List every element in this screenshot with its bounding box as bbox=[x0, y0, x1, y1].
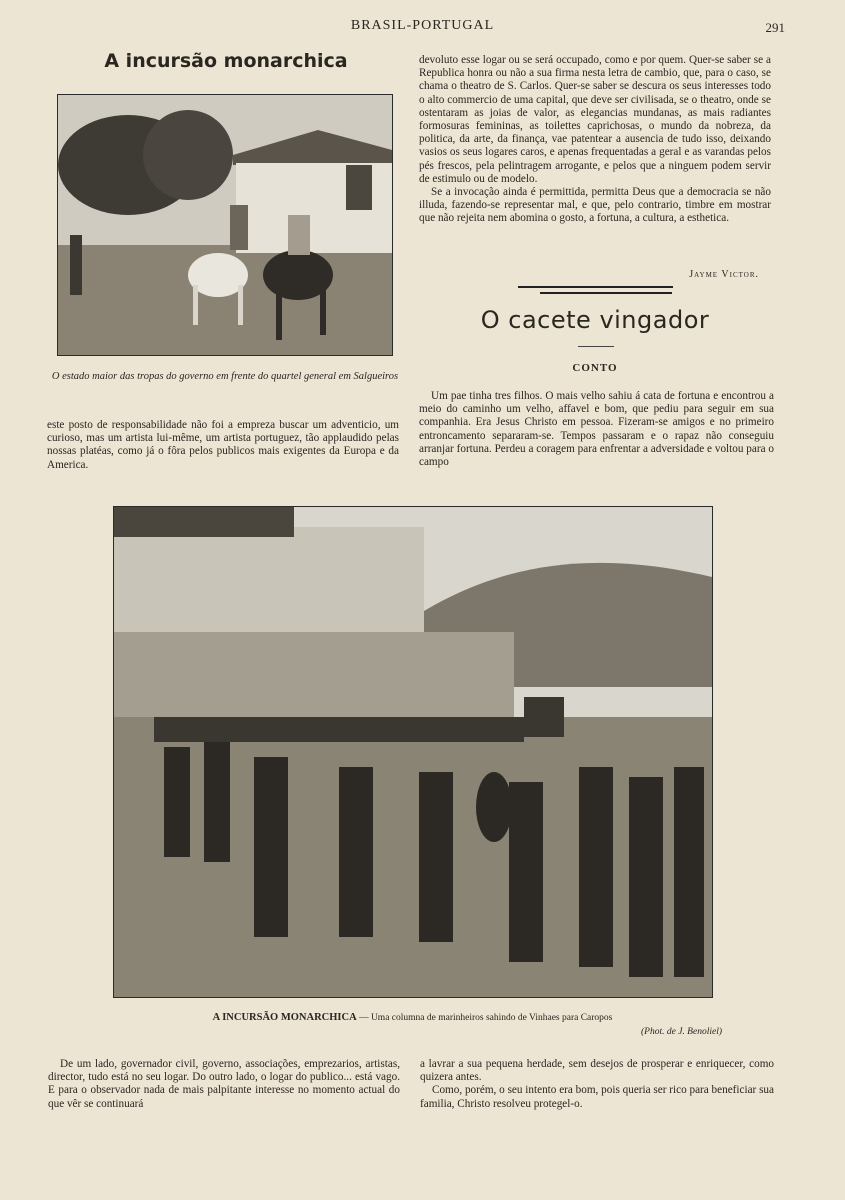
page-number: 291 bbox=[765, 20, 785, 35]
article-paragraph: devoluto esse logar ou se será occupado, como e por quem. Quer-se saber se a Republica honra ou não a sua firma nesta letra de cambio, que, para o caso, se chama o theatro de S. Carlos. Quer-se saber se descura os seus interesses todo o alto commercio de uma capital, que deve ser civilisada, se o theatro, onde se ostentaram as joias de valor, as elegancias mundanas, as mais radiantes formosuras femininas, as toilettes caprichosas, o mundo da nobreza, da politica, da arte, da finança, vae patentear a ausencia de tudo isso, deixando vasios os seus logares caros, e apenas frequentadas a geral e as varandas pelos pés frescos, pela pelintragem arrogante, e pelos que a ninguem podem servir de estimulo ou de modelo. bbox=[419, 54, 771, 185]
article-left-column-2 bbox=[48, 1058, 400, 1111]
divider-rule bbox=[540, 292, 672, 294]
story-paragraph: Como, porém, o seu intento era bom, pois queria ser rico para beneficiar sua familia, Christo resolveu protegel-o. bbox=[420, 1084, 774, 1110]
photo-sailors-column-caption bbox=[100, 1012, 725, 1023]
article-paragraph: De um lado, governador civil, governo, associações, emprezarios, artistas, director, tudo está no seu logar. Do outro lado, o logar do publico... está vago. E para o observador nada de mais palpitante interesse no momento actual do que vêr se continuará bbox=[48, 1058, 400, 1110]
caption-text: — Uma columna de marinheiros sahindo de Vinhaes para Caropos bbox=[356, 1013, 613, 1023]
article-right-column bbox=[419, 54, 771, 226]
divider-rule bbox=[518, 286, 673, 288]
article-title: A incursão monarchica bbox=[104, 50, 348, 72]
story-paragraph: a lavrar a sua pequena herdade, sem desejos de prosperar e enriquecer, como quizera antes. bbox=[420, 1058, 774, 1084]
story-column-1 bbox=[419, 390, 774, 469]
story-subtitle: CONTO bbox=[572, 362, 618, 374]
running-header: BRASIL-PORTUGAL bbox=[350, 18, 495, 33]
photo-general-staff-illustration bbox=[58, 95, 392, 355]
story-column-2 bbox=[420, 1058, 774, 1111]
story-title: O cacete vingador bbox=[480, 306, 710, 334]
caption-heading: A INCURSÃO MONARCHICA bbox=[212, 1012, 357, 1023]
article-left-column-1 bbox=[47, 419, 399, 472]
photo-general-staff bbox=[57, 94, 393, 356]
photo-general-staff-caption: O estado maior das tropas do governo em frente do quartel general em Salgueiros bbox=[51, 371, 399, 382]
story-paragraph: Um pae tinha tres filhos. O mais velho sahiu á cata de fortuna e encontrou a meio do caminho um velho, affavel e bom, que pediu para seguir em sua companhia. Era Jesus Christo em pessoa. Fizeram-se amigos e no primeiro entroncamento separaram-se. Tempos passaram e o rapaz não conseguiu arranjar fortuna. Perdeu a coragem para enfrentar a adversidade e voltou para o campo bbox=[419, 390, 774, 469]
photo-credit: (Phot. de J. Benoliel) bbox=[641, 1027, 722, 1037]
author-signature: Jayme Victor. bbox=[689, 269, 759, 280]
article-paragraph: este posto de responsabilidade não foi a empreza buscar um adventicio, um curioso, mas um artista lui-même, um artista portuguez, tão applaudido pelas nossas platéas, como já o fôra pelos publicos mais exigentes da Europa e da America. bbox=[47, 419, 399, 471]
photo-sailors-column-illustration bbox=[114, 507, 712, 997]
photo-sailors-column bbox=[113, 506, 713, 998]
article-paragraph: Se a invocação ainda é permittida, permitta Deus que a democracia se não illuda, fazendo-se representar mal, e que, pelo contrario, timbre em mostrar que não rejeita nem abomina o gosto, a fortuna, a cultura, a esthetica. bbox=[419, 186, 771, 225]
divider-rule bbox=[578, 346, 614, 347]
